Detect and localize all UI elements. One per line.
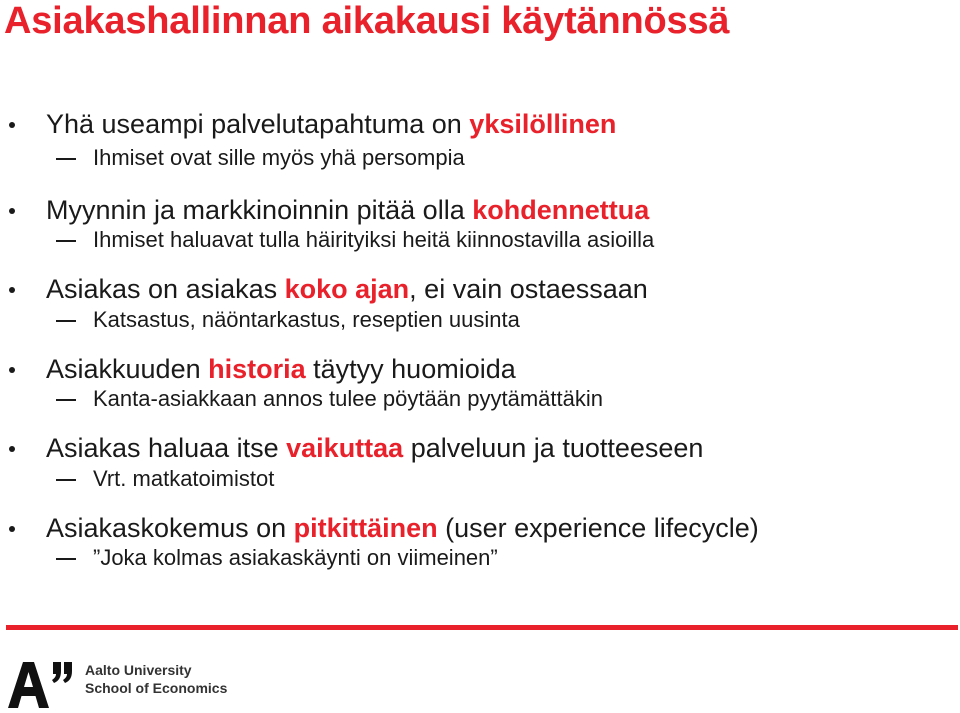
- sub-bullet-item: Katsastus, näöntarkastus, reseptien uusinta: [93, 307, 520, 332]
- bullet-item: [46, 353, 516, 385]
- bullet-highlight: vaikuttaa: [286, 433, 404, 463]
- bullet-highlight: kohdennettua: [472, 195, 650, 225]
- bullet-text: täytyy huomioida: [305, 354, 516, 384]
- bullet-highlight: pitkittäinen: [293, 513, 438, 543]
- sub-bullet-item: Ihmiset haluavat tulla häirityiksi heitä kiinnostavilla asioilla: [93, 227, 655, 252]
- bullet-item: [46, 512, 759, 544]
- slide-title: Asiakashallinnan aikakausi käytännössä: [4, 0, 730, 42]
- bullet-text: Myynnin ja markkinoinnin pitää olla: [46, 195, 473, 225]
- sub-bullet-item: Kanta-asiakkaan annos tulee pöytään pyytämättäkin: [93, 386, 603, 411]
- footer-divider: [6, 625, 958, 630]
- school-name: School of Economics: [85, 680, 228, 696]
- bullet-item: [46, 273, 648, 305]
- aalto-logo-icon: [8, 660, 74, 708]
- bullet-item: [46, 432, 703, 464]
- bullet-text: Asiakkuuden: [46, 354, 209, 384]
- bullet-text: (user experience lifecycle): [437, 513, 759, 543]
- sub-bullet-item: Vrt. matkatoimistot: [93, 466, 275, 491]
- bullet-text: Yhä useampi palvelutapahtuma on: [46, 109, 470, 139]
- bullet-text: palveluun ja tuotteeseen: [403, 433, 704, 463]
- footer-logo-text: [85, 661, 227, 697]
- bullet-item: [46, 194, 649, 226]
- bullet-text: , ei vain ostaessaan: [409, 274, 648, 304]
- bullet-item: [46, 108, 616, 140]
- bullet-text: Asiakas haluaa itse: [46, 433, 287, 463]
- bullet-highlight: koko ajan: [284, 274, 410, 304]
- bullet-text: Asiakas on asiakas: [46, 274, 285, 304]
- bullet-highlight: historia: [208, 354, 306, 384]
- sub-bullet-item: Ihmiset ovat sille myös yhä persompia: [93, 145, 465, 170]
- sub-bullet-item: ”Joka kolmas asiakaskäynti on viimeinen”: [93, 545, 498, 570]
- bullet-highlight: yksilöllinen: [469, 109, 617, 139]
- university-name: Aalto University: [85, 662, 192, 678]
- bullet-text: Asiakaskokemus on: [46, 513, 294, 543]
